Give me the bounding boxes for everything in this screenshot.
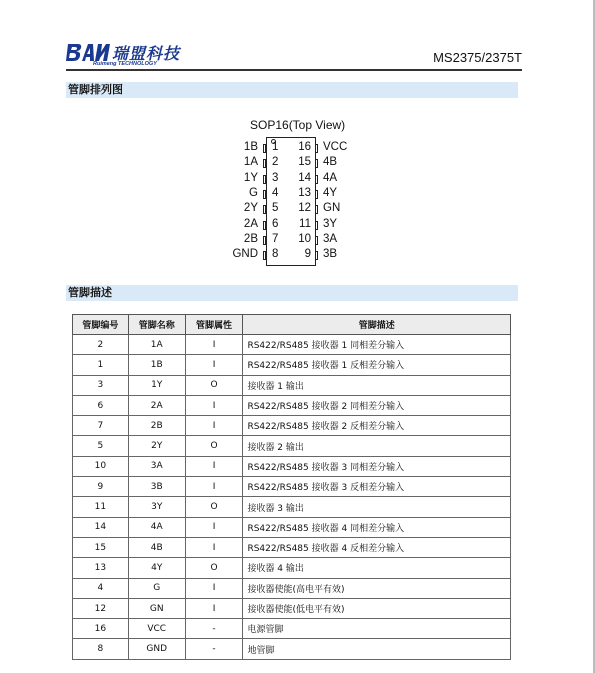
table-row — [73, 416, 511, 436]
cell-pin-description: 地管脚 — [243, 639, 511, 659]
cell-pin-attribute: I — [185, 395, 243, 415]
cell-pin-description: RS422/RS485 接收器 1 反相差分输入 — [243, 355, 511, 375]
cell-pin-attribute: I — [185, 598, 243, 618]
company-logo — [66, 40, 186, 70]
pin-name: 1B — [243, 141, 258, 153]
cell-pin-description: 接收器 3 输出 — [243, 497, 511, 517]
pin-number: 3 — [272, 171, 279, 184]
section-title-pin-description: 管脚描述 — [66, 285, 518, 301]
cell-pin-attribute: I — [185, 355, 243, 375]
pin-name: 4Y — [323, 186, 338, 199]
cell-pin-number: 5 — [73, 436, 129, 456]
cell-pin-name: GND — [128, 639, 185, 659]
pin-lead — [315, 159, 318, 168]
pin-name: 3Y — [323, 217, 338, 230]
pin-name: GN — [323, 202, 341, 215]
cell-pin-description: RS422/RS485 接收器 2 反相差分输入 — [243, 416, 511, 436]
pin-lead — [263, 236, 266, 245]
cell-pin-attribute: - — [185, 619, 243, 639]
pin-name: GND — [232, 248, 258, 261]
cell-pin-number: 8 — [73, 639, 129, 659]
table-row — [73, 619, 511, 639]
cell-pin-name: 4B — [128, 537, 185, 557]
pin-lead — [315, 144, 318, 153]
table-row — [73, 355, 511, 375]
cell-pin-attribute: O — [185, 375, 243, 395]
cell-pin-name: 3A — [128, 456, 185, 476]
pin-number: 13 — [298, 186, 311, 199]
pin-lead — [263, 251, 266, 260]
pin-lead — [263, 205, 266, 214]
pin-name: 1Y — [243, 171, 258, 184]
pin-name: 2Y — [243, 202, 258, 215]
cell-pin-name: 2Y — [128, 436, 185, 456]
cell-pin-description: RS422/RS485 接收器 3 反相差分输入 — [243, 477, 511, 497]
header-pin-description: 管脚描述 — [243, 315, 511, 335]
pin-name: 3B — [323, 248, 338, 261]
pin-lead — [315, 190, 318, 199]
pin-number: 4 — [272, 186, 279, 199]
pin-name: 4A — [323, 171, 338, 184]
cell-pin-name: 1B — [128, 355, 185, 375]
pin-lead — [315, 175, 318, 184]
pin-lead — [263, 221, 266, 230]
table-header-row — [73, 315, 511, 335]
cell-pin-attribute: O — [185, 436, 243, 456]
cell-pin-attribute: I — [185, 416, 243, 436]
pin-number: 15 — [298, 156, 311, 169]
pin-name: 2B — [243, 232, 258, 245]
cell-pin-description: 接收器使能(低电平有效) — [243, 598, 511, 618]
header-divider — [66, 69, 522, 71]
pin-name: 4B — [323, 156, 338, 169]
cell-pin-number: 6 — [73, 395, 129, 415]
pin-name: 3A — [323, 232, 338, 245]
cell-pin-attribute: O — [185, 497, 243, 517]
cell-pin-description: 接收器使能(高电平有效) — [243, 578, 511, 598]
pin-number: 7 — [272, 232, 279, 245]
table-row — [73, 578, 511, 598]
cell-pin-name: 3Y — [128, 497, 185, 517]
table-row — [73, 639, 511, 659]
cell-pin-name: GN — [128, 598, 185, 618]
logo-english-text: Ruimeng TECHNOLOGY — [93, 61, 157, 67]
cell-pin-name: 2A — [128, 395, 185, 415]
cell-pin-name: 1A — [128, 335, 185, 355]
pin-number: 16 — [298, 141, 311, 153]
cell-pin-description: 接收器 1 输出 — [243, 375, 511, 395]
cell-pin-number: 12 — [73, 598, 129, 618]
cell-pin-number: 16 — [73, 619, 129, 639]
pin-lead — [315, 236, 318, 245]
cell-pin-number: 13 — [73, 558, 129, 578]
cell-pin-attribute: - — [185, 639, 243, 659]
cell-pin-number: 2 — [73, 335, 129, 355]
pin-name: VCC — [323, 141, 348, 153]
pin-lead — [315, 251, 318, 260]
table-row — [73, 436, 511, 456]
pin-name: 1A — [243, 156, 258, 169]
cell-pin-name: 4A — [128, 517, 185, 537]
cell-pin-name: 3B — [128, 477, 185, 497]
table-row — [73, 375, 511, 395]
cell-pin-description: RS422/RS485 接收器 3 同相差分输入 — [243, 456, 511, 476]
table-row — [73, 517, 511, 537]
cell-pin-number: 11 — [73, 497, 129, 517]
cell-pin-attribute: O — [185, 558, 243, 578]
page-header — [66, 36, 522, 72]
cell-pin-number: 9 — [73, 477, 129, 497]
cell-pin-description: RS422/RS485 接收器 4 反相差分输入 — [243, 537, 511, 557]
pin-lead — [315, 205, 318, 214]
cell-pin-number: 14 — [73, 517, 129, 537]
cell-pin-number: 10 — [73, 456, 129, 476]
header-pin-attribute: 管脚属性 — [185, 315, 243, 335]
header-pin-number: 管脚编号 — [73, 315, 129, 335]
pin-number: 1 — [272, 141, 279, 153]
pin-number: 12 — [298, 202, 311, 215]
cell-pin-number: 4 — [73, 578, 129, 598]
cell-pin-name: VCC — [128, 619, 185, 639]
table-row — [73, 395, 511, 415]
pin-name: G — [249, 186, 258, 199]
pin-lead — [263, 190, 266, 199]
table-row — [73, 537, 511, 557]
cell-pin-attribute: I — [185, 517, 243, 537]
cell-pin-attribute: I — [185, 578, 243, 598]
table-row — [73, 477, 511, 497]
cell-pin-description: 电源管脚 — [243, 619, 511, 639]
pin-lead — [263, 144, 266, 153]
cell-pin-description: 接收器 2 输出 — [243, 436, 511, 456]
cell-pin-description: 接收器 4 输出 — [243, 558, 511, 578]
pin-number: 14 — [298, 171, 311, 184]
cell-pin-number: 1 — [73, 355, 129, 375]
cell-pin-name: 4Y — [128, 558, 185, 578]
pin-number: 2 — [272, 156, 279, 169]
cell-pin-name: 1Y — [128, 375, 185, 395]
pin-lead — [263, 159, 266, 168]
pin-number: 11 — [299, 217, 311, 230]
pin-name: 2A — [243, 217, 258, 230]
table-row — [73, 335, 511, 355]
table-row — [73, 598, 511, 618]
pin-number: 8 — [272, 248, 279, 261]
table-row — [73, 558, 511, 578]
table-row — [73, 497, 511, 517]
table-row — [73, 456, 511, 476]
pin-number: 10 — [298, 232, 311, 245]
cell-pin-attribute: I — [185, 456, 243, 476]
cell-pin-attribute: I — [185, 335, 243, 355]
cell-pin-attribute: I — [185, 537, 243, 557]
pin-lead — [263, 175, 266, 184]
header-pin-name: 管脚名称 — [128, 315, 185, 335]
ic-package-title: SOP16(Top View) — [250, 118, 346, 132]
cell-pin-description: RS422/RS485 接收器 1 同相差分输入 — [243, 335, 511, 355]
cell-pin-description: RS422/RS485 接收器 4 同相差分输入 — [243, 517, 511, 537]
pin-number: 5 — [272, 202, 279, 215]
section-title-pinout: 管脚排列图 — [66, 82, 518, 98]
cell-pin-name: G — [128, 578, 185, 598]
cell-pin-number: 3 — [73, 375, 129, 395]
cell-pin-description: RS422/RS485 接收器 2 同相差分输入 — [243, 395, 511, 415]
cell-pin-name: 2B — [128, 416, 185, 436]
pin-lead — [315, 221, 318, 230]
pin-number: 9 — [304, 248, 311, 261]
cell-pin-attribute: I — [185, 477, 243, 497]
cell-pin-number: 15 — [73, 537, 129, 557]
cell-pin-number: 7 — [73, 416, 129, 436]
logo-chinese-text: 瑞盟科技 — [112, 44, 181, 63]
part-number: MS2375/2375T — [433, 50, 522, 65]
pin-description-table — [72, 314, 511, 660]
pin-number: 6 — [272, 217, 279, 230]
